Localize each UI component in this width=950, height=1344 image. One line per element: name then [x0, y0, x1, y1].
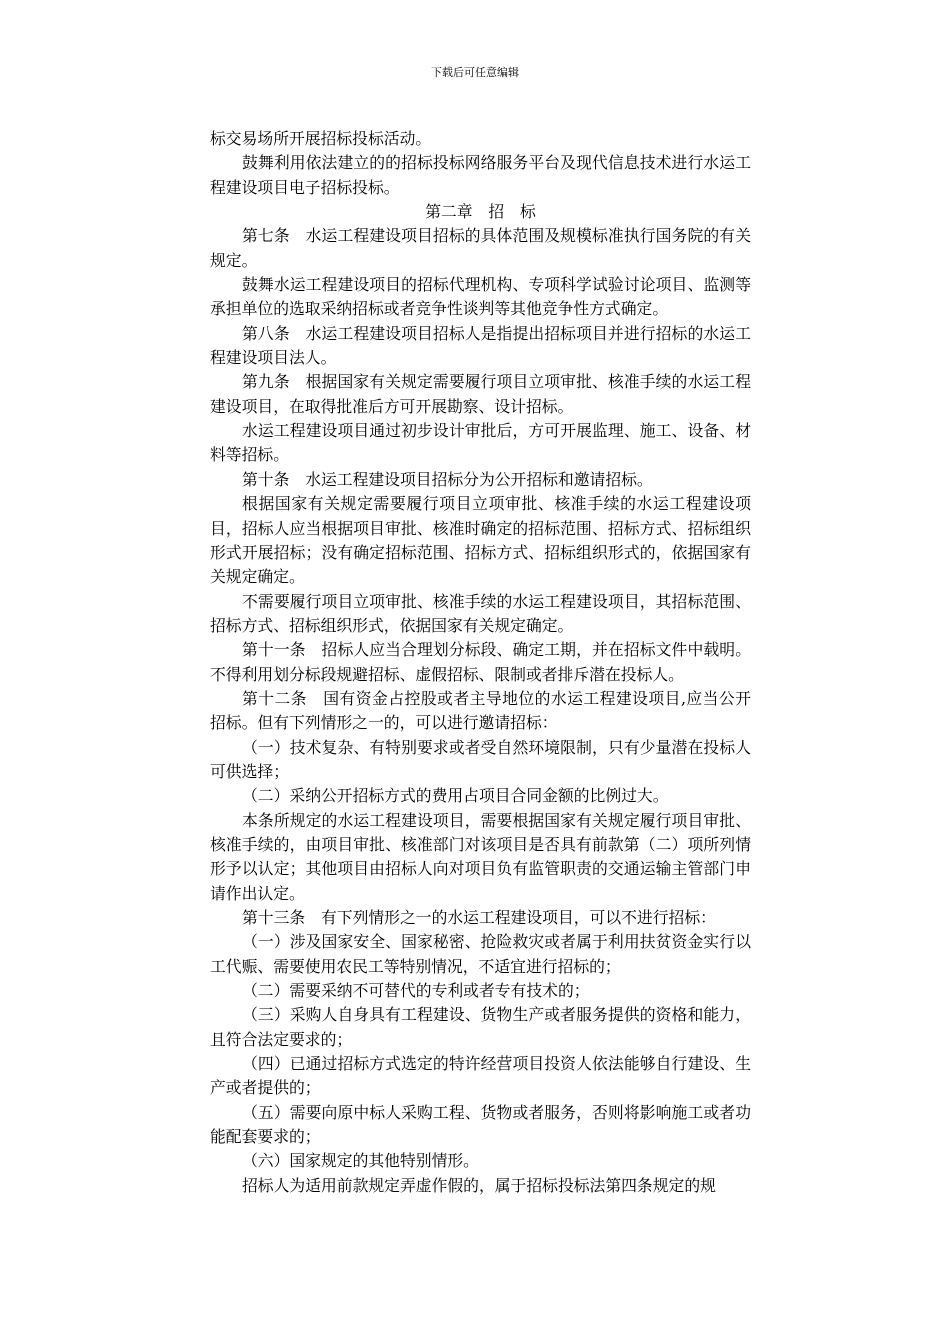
paragraph: 根据国家有关规定需要履行项目立项审批、核准手续的水运工程建设项目，招标人应当根据项目审批、核准时确定的招标范围、招标方式、招标组织形式开展招标；没有确定招标范围、招标方式、招标组织形式的，依据国家有关规定确定。 [210, 494, 751, 587]
page-header: 下载后可任意编辑 [431, 66, 519, 79]
article-paragraph: 第十条 水运工程建设项目招标分为公开招标和邀请招标。 [242, 469, 653, 489]
list-item: （二）需要采纳不可替代的专利或者专有技术的； [242, 981, 590, 1001]
list-item: （一）涉及国家安全、国家秘密、抢险救灾或者属于利用扶贫资金实行以工代赈、需要使用农民工等特别情况，不适宜进行招标的； [210, 932, 751, 976]
chapter-heading: 第二章 招 标 [425, 202, 536, 222]
article-paragraph: 第十三条 有下列情形之一的水运工程建设项目，可以不进行招标： [242, 908, 716, 927]
paragraph: 水运工程建设项目通过初步设计审批后，方可开展监理、施工、设备、材料等招标。 [210, 421, 751, 465]
list-item: （四）已通过招标方式选定的特许经营项目投资人依法能够自行建设、生产或者提供的； [210, 1054, 751, 1098]
article-paragraph: 第十二条 国有资金占控股或者主导地位的水运工程建设项目,应当公开招标。但有下列情形之一的，可以进行邀请招标： [210, 688, 751, 733]
paragraph: 招标人为适用前款规定弄虚作假的，属于招标投标法第四条规定的规 [242, 1175, 716, 1195]
article-paragraph: 第七条 水运工程建设项目招标的具体范围及规模标准执行国务院的有关规定。 [210, 226, 751, 270]
paragraph: 标交易场所开展招标投标活动。 [210, 129, 432, 148]
paragraph: 鼓舞水运工程建设项目的招标代理机构、专项科学试验讨论项目、监测等承担单位的选取采纳招标或者竞争性谈判等其他竞争性方式确定。 [210, 275, 751, 319]
paragraph: 鼓舞利用依法建立的的招标投标网络服务平台及现代信息技术进行水运工程建设项目电子招标投标。 [210, 153, 751, 197]
article-paragraph: 第十一条 招标人应当合理划分标段、确定工期，并在招标文件中载明。不得利用划分标段规避招标、虚假招标、限制或者排斥潜在投标人。 [210, 640, 751, 684]
document-body [210, 127, 751, 1198]
list-item: （五）需要向原中标人采购工程、货物或者服务，否则将影响施工或者功能配套要求的； [210, 1102, 751, 1147]
list-item: （六）国家规定的其他特别情形。 [242, 1151, 479, 1171]
paragraph: 不需要履行项目立项审批、核准手续的水运工程建设项目，其招标范围、招标方式、招标组织形式，依据国家有关规定确定。 [210, 591, 751, 635]
article-paragraph: 第八条 水运工程建设项目招标人是指提出招标项目并进行招标的水运工程建设项目法人。 [210, 323, 751, 368]
list-item: （一）技术复杂、有特别要求或者受自然环境限制，只有少量潜在投标人可供选择； [210, 737, 751, 781]
list-item: （三）采购人自身具有工程建设、货物生产或者服务提供的资格和能力，且符合法定要求的； [210, 1005, 751, 1049]
article-paragraph: 第九条 根据国家有关规定需要履行项目立项审批、核准手续的水运工程建设项目，在取得批准后方可开展勘察、设计招标。 [210, 372, 751, 416]
list-item: （二）采纳公开招标方式的费用占项目合同金额的比例过大。 [242, 786, 669, 806]
paragraph: 本条所规定的水运工程建设项目，需要根据国家有关规定履行项目审批、核准手续的，由项目审批、核准部门对该项目是否具有前款第（二）项所列情形予以认定；其他项目由招标人向对项目负有监管职责的交通运输主管部门申请作出认定。 [210, 810, 751, 903]
